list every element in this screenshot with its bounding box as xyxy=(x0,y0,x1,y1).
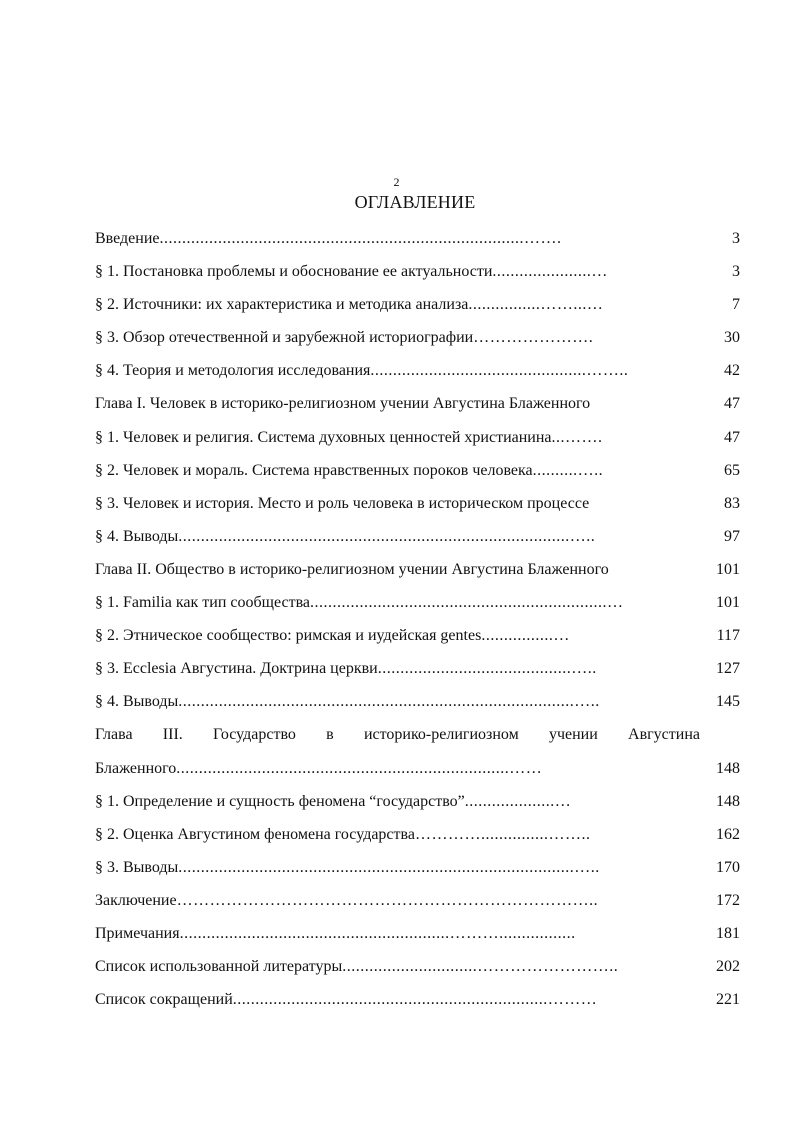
toc-page-number: 145 xyxy=(716,693,740,711)
toc-page-number: 65 xyxy=(724,461,740,479)
toc-entry-title: § 4. Выводы xyxy=(95,527,179,545)
toc-leader-dots: .......................................................................................….. xyxy=(178,527,596,545)
toc-leader-dots: .................................................................................……. xyxy=(159,230,562,247)
page-title: ОГЛАВЛЕНИЕ xyxy=(354,192,476,212)
toc-leader-dots: ................................................…….. xyxy=(370,362,629,380)
toc-entry-title: § 3. Человек и история. Место и роль человека в историческом процессе xyxy=(95,494,590,512)
toc-page-number: 101 xyxy=(716,560,740,578)
toc-entry xyxy=(95,354,740,387)
toc-leader-dots: ………………………………………………………………….. xyxy=(176,891,599,909)
toc-entry xyxy=(95,255,740,288)
toc-page-number: 117 xyxy=(716,627,740,645)
table-of-contents xyxy=(95,222,740,1016)
toc-chapter-entry xyxy=(95,553,740,586)
toc-entry xyxy=(95,321,740,354)
toc-leader-dots: ...........................................….. xyxy=(377,660,597,678)
toc-entry xyxy=(95,454,740,487)
toc-entry-title: Примечания xyxy=(95,924,180,942)
toc-leader-dots: ..........................................................................…… xyxy=(176,759,543,777)
toc-leader-dots: ......................… xyxy=(492,263,608,281)
page-number: 2 xyxy=(393,175,400,189)
toc-entry-title: § 4. Теория и методология исследования xyxy=(95,362,371,380)
toc-leader-dots: ................… xyxy=(481,627,570,645)
toc-leader-dots: ..........….. xyxy=(532,461,604,479)
toc-leader-dots: ........................................................................................….. xyxy=(178,693,600,711)
toc-leader-dots: ...……. xyxy=(551,428,603,446)
toc-entry xyxy=(95,421,740,454)
toc-entry-title: Заключение xyxy=(95,891,177,909)
toc-page-number: 7 xyxy=(732,296,740,314)
toc-page-number: 83 xyxy=(724,494,740,512)
toc-entry-title: § 4. Выводы xyxy=(95,693,179,711)
toc-entry-title: Глава III. Государство в историко-религиозном учении Августина xyxy=(95,726,700,744)
toc-page-number: 3 xyxy=(732,263,740,281)
toc-entry-title: § 3. Выводы xyxy=(95,858,179,876)
toc-entry xyxy=(95,222,740,255)
toc-entry-title: § 1. Человек и религия. Система духовных ценностей христианина xyxy=(95,428,552,446)
toc-entry-title: § 1. Постановка проблемы и обоснование ее актуальности xyxy=(95,263,493,281)
toc-entry xyxy=(95,520,740,553)
toc-entry xyxy=(95,950,740,983)
toc-page-number: 202 xyxy=(716,958,740,976)
toc-entry-title: Введение xyxy=(95,230,160,247)
toc-entry-title: § 3. Обзор отечественной и зарубежной историографии xyxy=(95,329,474,347)
toc-leader-dots: …………………. xyxy=(473,329,594,347)
toc-page-number: 172 xyxy=(716,891,740,909)
toc-chapter-entry xyxy=(95,387,740,420)
toc-entry xyxy=(95,785,740,818)
toc-entry-title: § 1. Familia как тип сообщества xyxy=(95,594,311,612)
toc-entry xyxy=(95,818,740,851)
toc-leader-dots: ........................................................................................….. xyxy=(178,858,600,876)
toc-entry xyxy=(95,586,740,619)
toc-entry xyxy=(95,487,740,520)
toc-page-number: 162 xyxy=(716,825,740,843)
toc-entry-title: § 2. Человек и мораль. Система нравственных пороков человека xyxy=(95,461,533,479)
toc-entry-title: Список использованной литературы xyxy=(95,958,343,976)
toc-page-number: 181 xyxy=(716,924,740,942)
toc-page-number: 47 xyxy=(724,428,740,446)
toc-leader-dots: ..................................................................… xyxy=(310,594,624,612)
toc-leader-dots: ......................................................................……… xyxy=(232,991,598,1009)
toc-chapter-entry xyxy=(95,718,740,751)
toc-leader-dots: …………...............…….. xyxy=(414,825,591,843)
toc-leader-dots: ....................… xyxy=(464,792,572,810)
toc-page-number: 42 xyxy=(724,362,740,380)
toc-page-number: 148 xyxy=(716,792,740,810)
toc-entry-title: § 3. Ecclesia Августина. Доктрина церкви xyxy=(95,660,378,678)
toc-entry-title: § 2. Оценка Августином феномена государства xyxy=(95,825,415,843)
toc-page-number: 47 xyxy=(724,395,740,413)
toc-entry xyxy=(95,917,740,950)
toc-entry xyxy=(95,288,740,321)
toc-page-number: 221 xyxy=(716,991,740,1009)
toc-leader-dots: ..............................…………………….. xyxy=(342,958,619,976)
toc-page-number: 3 xyxy=(732,230,740,247)
toc-entry xyxy=(95,752,740,785)
toc-page-number: 30 xyxy=(724,329,740,347)
toc-entry-title: Блаженного xyxy=(95,759,177,777)
toc-entry xyxy=(95,619,740,652)
toc-entry-title: § 2. Источники: их характеристика и методика анализа xyxy=(95,296,469,314)
toc-entry-title: Глава I. Человек в историко-религиозном учении Августина Блаженного xyxy=(95,395,591,413)
toc-page-number: 101 xyxy=(716,594,740,612)
toc-entry-title: Список сокращений xyxy=(95,991,233,1009)
toc-entry xyxy=(95,983,740,1016)
toc-entry xyxy=(95,851,740,884)
toc-entry-title: § 2. Этническое сообщество: римская и иудейская gentes xyxy=(95,627,482,645)
toc-entry xyxy=(95,652,740,685)
toc-entry-title: Глава II. Общество в историко-религиозном учении Августина Блаженного xyxy=(95,560,609,578)
toc-entry xyxy=(95,685,740,718)
toc-page-number: 127 xyxy=(716,660,740,678)
toc-page-number: 170 xyxy=(716,858,740,876)
toc-leader-dots: ............................................................………................. xyxy=(179,924,576,942)
toc-entry-title: § 1. Определение и сущность феномена “государство” xyxy=(95,792,465,810)
toc-leader-dots: ................……...… xyxy=(468,296,604,314)
toc-page-number: 97 xyxy=(724,527,740,545)
toc-page-number: 148 xyxy=(716,759,740,777)
toc-entry xyxy=(95,884,740,917)
